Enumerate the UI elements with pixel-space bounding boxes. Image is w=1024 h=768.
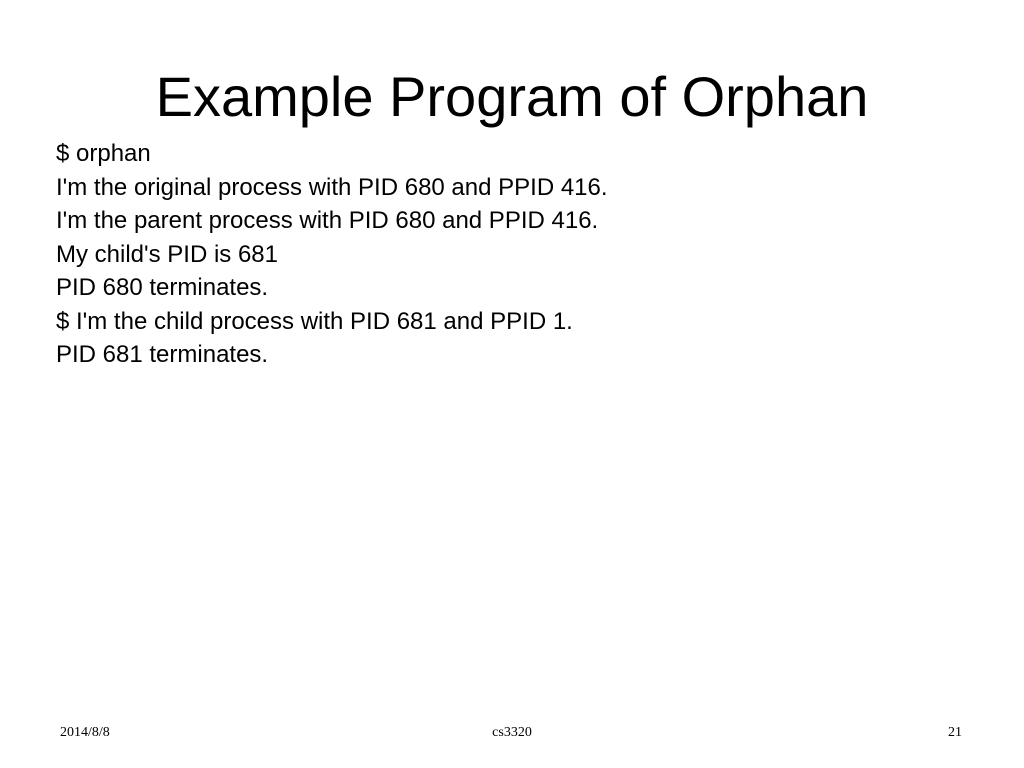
- footer-course: cs3320: [492, 725, 532, 740]
- output-line: My child's PID is 681: [56, 240, 278, 268]
- output-line: I'm the parent process with PID 680 and PPID 416.: [56, 207, 599, 234]
- output-line: I'm the original process with PID 680 and PPID 416.: [56, 173, 608, 201]
- footer-page-number: 21: [948, 725, 962, 740]
- slide-title: Example Program of Orphan: [155, 65, 869, 128]
- footer-date: 2014/8/8: [60, 725, 110, 740]
- output-line: PID 681 terminates.: [56, 341, 269, 368]
- terminal-output: [56, 137, 976, 372]
- output-line: $ orphan: [56, 140, 151, 167]
- output-line: $ I'm the child process with PID 681 and PPID 1.: [56, 307, 573, 335]
- output-line: PID 680 terminates.: [56, 274, 269, 301]
